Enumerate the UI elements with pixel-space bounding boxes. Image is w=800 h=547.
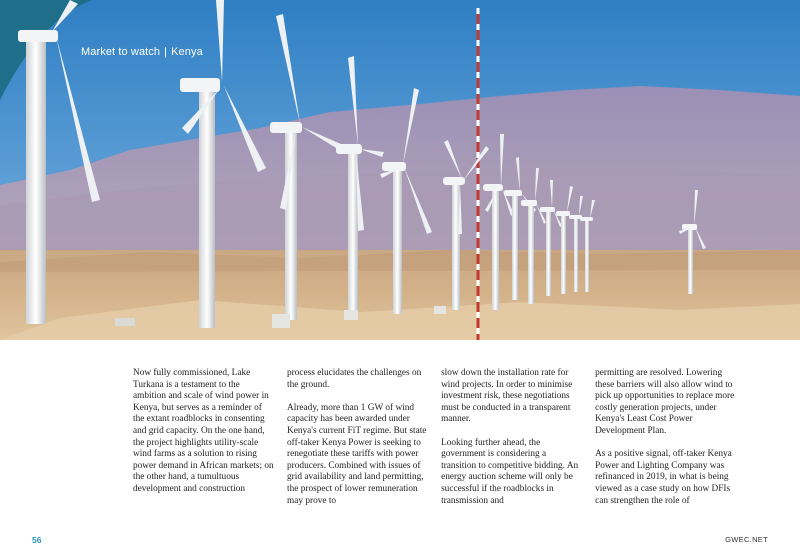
country-label: Kenya	[171, 46, 203, 58]
paragraph: Now fully commissioned, Lake Turkana is a testament to the ambition and scale of wind power in Kenya, but serves as a reminder of the extant roadblocks in consenting and grid capacity. On the one hand, the project highlights utility-scale wind farms as a solution to rising power demand in African markets; on the other hand, a tumultuous development and construction	[133, 368, 274, 494]
header-separator: |	[164, 46, 168, 58]
paragraph: Already, more than 1 GW of wind capacity has been awarded under Kenya's current FiT regime. But state off-taker Kenya Power is seeking to renegotiate these tariffs with power producers. Combined with issues of grid availability and land permitting, the prospect of lower remuneration may prove to	[287, 402, 427, 506]
footer-site-link[interactable]: GWEC.NET	[725, 535, 768, 544]
paragraph: As a positive signal, off-taker Kenya Power and Lighting Company was refinanced in 2019, in what is being viewed as a case study on how DFIs can strengthen the role of	[595, 449, 732, 506]
page-number: 56	[32, 535, 42, 545]
paragraph: process elucidates the challenges on the ground.	[287, 368, 422, 390]
text-column-3	[441, 368, 583, 508]
text-column-4	[595, 368, 743, 508]
article-body	[133, 368, 743, 508]
section-header	[81, 46, 203, 58]
paragraph: permitting are resolved. Lowering these barriers will also allow wind to pick up opportunities to replace more costly generation projects, under Kenya's Least Cost Power Development Plan.	[595, 368, 735, 436]
section-title: Market to watch	[81, 46, 161, 58]
text-column-2	[287, 368, 429, 508]
paragraph: slow down the installation rate for wind projects. In order to minimise investment risk, these negotiations must be conducted in a transparent manner.	[441, 368, 573, 425]
text-column-1	[133, 368, 275, 508]
paragraph: Looking further ahead, the government is considering a transition to competitive bidding. An energy auction scheme will only be successful if the roadblocks in transmission and	[441, 437, 579, 506]
